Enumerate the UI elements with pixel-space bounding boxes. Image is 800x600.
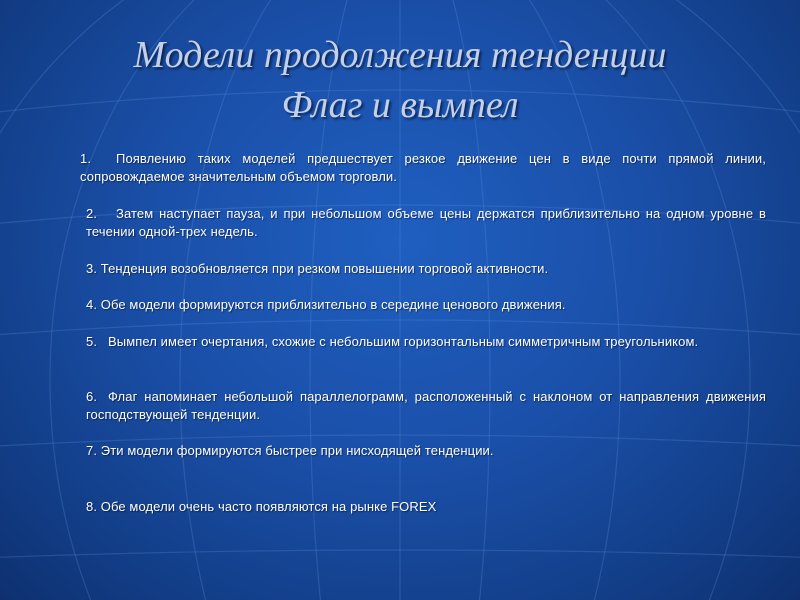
list-item-5 (86, 333, 766, 351)
list-item-2 (86, 205, 766, 241)
item-number: 1. (80, 151, 92, 166)
slide-title: Модели продолжения тенденции (133, 34, 667, 76)
slide-subtitle: Флаг и вымпел (281, 84, 519, 126)
item-text: Затем наступает пауза, и при небольшом объеме цены держатся приблизительно на одном уровне в течении одной-трех недель. (86, 206, 766, 239)
item-number: 8. (86, 499, 98, 514)
item-number: 6. (86, 389, 98, 404)
item-number: 5. (86, 334, 98, 349)
item-number: 3. (86, 261, 98, 276)
item-number: 4. (86, 297, 98, 312)
list-item-7 (86, 442, 766, 460)
list-item-6 (86, 388, 766, 424)
item-text: Эти модели формируются быстрее при нисходящей тенденции. (100, 443, 494, 458)
list-item-3 (86, 260, 766, 278)
list-item-1 (80, 150, 766, 186)
list-item-8 (86, 498, 766, 516)
item-text: Появлению таких моделей предшествует резкое движение цен в виде почти прямой линии, сопровождаемое значительным объемом торговли. (80, 151, 766, 184)
item-text: Обе модели очень часто появляются на рынке FOREX (100, 499, 437, 514)
item-text: Флаг напоминает небольшой параллелограмм, расположенный с наклоном от направления движения господствующей тенденции. (86, 389, 766, 422)
item-text: Обе модели формируются приблизительно в середине ценового движения. (100, 297, 566, 312)
item-text: Тенденция возобновляется при резком повышении торговой активности. (100, 261, 549, 276)
list-item-4 (86, 296, 766, 314)
item-number: 2. (86, 206, 98, 221)
item-number: 7. (86, 443, 98, 458)
item-text: Вымпел имеет очертания, схожие с небольшим горизонтальным симметричным треугольником. (108, 334, 699, 349)
